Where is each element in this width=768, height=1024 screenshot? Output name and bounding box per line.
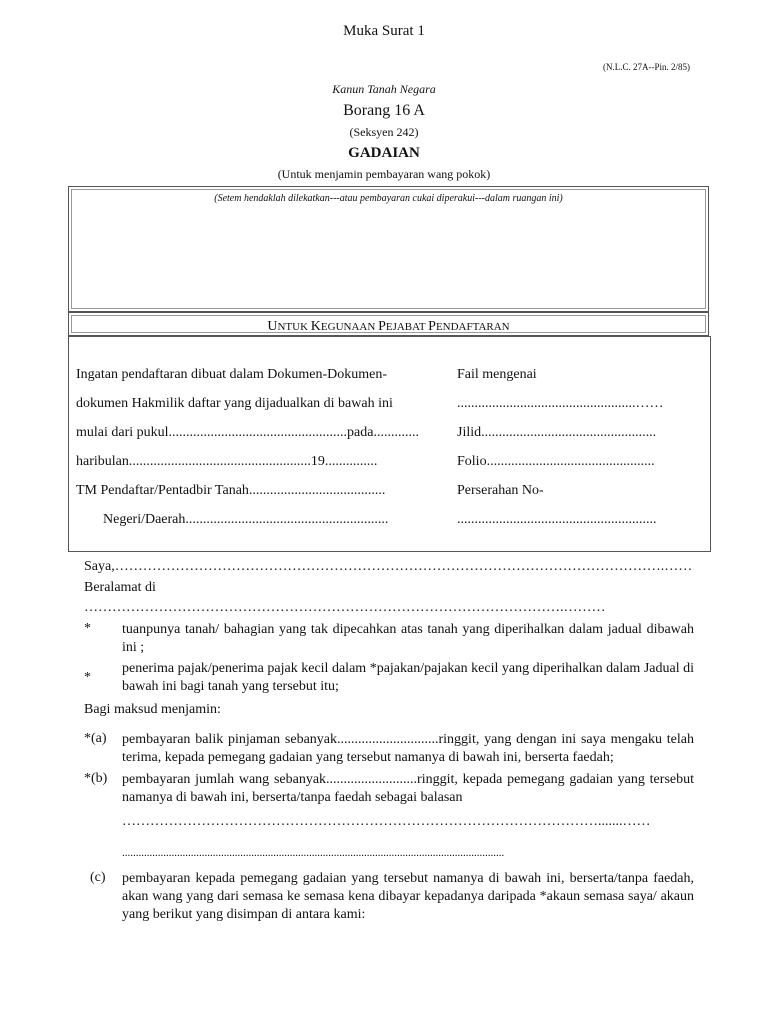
option-text-1: tuanpunya tanah/ bahagian yang tak dipecahkan atas tanah yang diperihalkan dalam jadual dibawah ini ;	[122, 622, 694, 655]
consideration-dotted-line-1: ………………………………………………………………………………………….......……	[122, 814, 651, 829]
registry-left-line-3: mulai dari pukul...................................................pada.............	[76, 425, 419, 440]
item-text-c: pembayaran kepada pemegang gadaian yang tersebut namanya di bawah ini, berserta/tanpa faedah, akan wang yang dari semasa ke semasa kena dibayar kepadanya daripada *akaun semasa saya/ akaun yang berikut yang disimpan di antara kami:	[122, 871, 694, 922]
stamp-box	[68, 186, 709, 312]
registry-heading-box	[68, 312, 709, 336]
consideration-dotted-line-2: ...........................................................................................................................................	[122, 847, 505, 859]
page-label: Muka Surat 1	[343, 23, 425, 39]
beralamat-label: Beralamat di	[84, 580, 156, 595]
item-marker-a: *(a)	[84, 731, 107, 746]
item-text-a: pembayaran balik pinjaman sebanyak.............................ringgit, yang dengan ini saya mengaku telah terima, kepada pemegang gadaian yang tersebut namanya di bawah ini, berserta faedah;	[122, 732, 694, 765]
address-dotted-line: ………………………………………………………………………………………….………	[84, 600, 606, 615]
registry-right-line-4: Folio................................................	[457, 454, 655, 469]
option-marker-1: *	[84, 621, 91, 636]
saya-line: Saya,……………………………………………………………………………………………………….……	[84, 559, 693, 574]
registry-right-line-2: ...................................................……	[457, 396, 664, 411]
registry-left-line-6: Negeri/Daerah..........................................................	[103, 512, 389, 527]
item-marker-b: *(b)	[84, 771, 108, 786]
stamp-note: (Setem hendaklah dilekatkan---atau pembayaran cukai diperakui---dalam ruangan ini)	[214, 193, 563, 204]
document-subtitle: (Untuk menjamin pembayaran wang pokok)	[277, 167, 491, 181]
section-ref: (Seksyen 242)	[349, 125, 419, 139]
registry-left-line-1: Ingatan pendaftaran dibuat dalam Dokumen-Dokumen-	[76, 367, 388, 382]
stamp-box-inner-border	[71, 189, 706, 309]
item-marker-c: (c)	[90, 870, 106, 885]
registry-details-box	[68, 336, 711, 552]
purpose-label: Bagi maksud menjamin:	[84, 702, 221, 717]
document-title: GADAIAN	[348, 145, 420, 161]
registry-left-line-2: dokumen Hakmilik daftar yang dijadualkan di bawah ini	[76, 396, 393, 411]
reference-code: (N.L.C. 27A--Pin. 2/85)	[603, 62, 690, 72]
act-name: Kanun Tanah Negara	[332, 82, 436, 96]
option-text-2: penerima pajak/penerima pajak kecil dalam *pajakan/pajakan kecil yang diperihalkan dalam Jadual di bawah ini bagi tanah yang tersebut itu;	[122, 661, 694, 694]
registry-left-line-5: TM Pendaftar/Pentadbir Tanah.......................................	[76, 483, 386, 498]
registry-left-line-4: haribulan....................................................19...............	[76, 454, 378, 469]
registry-heading: UNTUK KEGUNAAN PEJABAT PENDAFTARAN	[267, 319, 510, 334]
option-marker-2: *	[84, 670, 91, 685]
form-name: Borang 16 A	[343, 102, 425, 119]
item-text-b: pembayaran jumlah wang sebanyak..........................ringgit, kepada pemegang gadaian yang tersebut namanya di bawah ini, berserta/tanpa faedah sebagai balasan	[122, 772, 694, 805]
registry-right-line-5: Perserahan No-	[457, 483, 544, 498]
registry-right-line-3: Jilid..................................................	[457, 425, 657, 440]
registry-right-line-1: Fail mengenai	[457, 367, 537, 382]
registry-right-line-6: .........................................................	[457, 512, 657, 527]
